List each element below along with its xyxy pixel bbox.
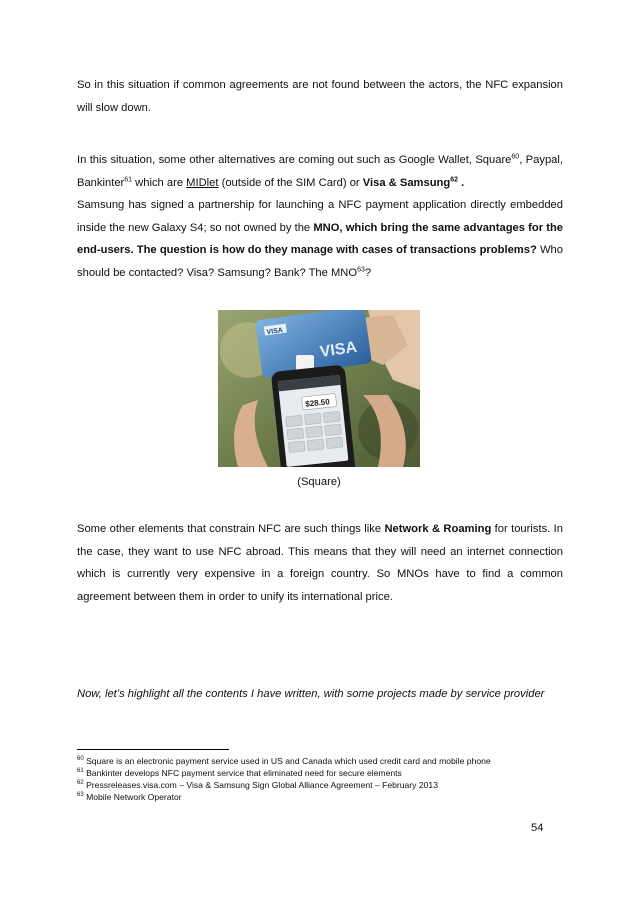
footnote-ref-60[interactable]: 60 (511, 153, 520, 161)
page-number: 54 (531, 822, 544, 834)
footnote-ref-61[interactable]: 61 (124, 175, 133, 183)
paragraph-nfc-expansion: So in this situation if common agreements are not found between the actors, the NFC expansion will slow down. (77, 79, 563, 114)
figure-caption: (Square) (297, 476, 341, 488)
footnote-62: $^{62}$ Pressreleases.visa.com – Visa & Samsung Sign Global Alliance Agreement – February 2013 (77, 780, 438, 791)
paragraph-alternatives: In this situation, some other alternatives are coming out such as Google Wallet, Square$^{60}$, Paypal, Bankinter$^{61}$ which are MIDlet (outside of the SIM Card) or Visa & Samsung$^{62}$ . (77, 153, 563, 189)
footnote-ref-62[interactable]: 62 (450, 175, 459, 183)
paragraph-samsung-partnership: Samsung has signed a partnership for launching a NFC payment application directly embedded inside the new Galaxy S4; so not owned by the MNO, which bring the same advantages for the end-users. The question is how do they manage with cases of transactions problems? Who should be contacted? Visa? Samsung? Bank? The MNO$^{63}$? (77, 199, 564, 279)
paragraph-network-roaming: Some other elements that constrain NFC are such things like Network & Roaming for tourists. In the case, they want to use NFC abroad. This means that they will need an internet connection which is currently very expensive in a foreign country. So MNOs have to find a common agreement between them in order to unify its international price. (77, 523, 563, 603)
amount-display: $28.50 (304, 397, 331, 409)
footnote-ref-63[interactable]: 63 (357, 266, 365, 274)
footnotes (77, 755, 567, 803)
footnote-63: $^{63}$ Mobile Network Operator (77, 792, 182, 803)
footnote-separator (77, 749, 229, 750)
card-logo: VISA (318, 338, 359, 361)
card-brand: VISA (266, 327, 284, 337)
footnote-61: $^{61}$ Bankinter develops NFC payment service that eliminated need for secure elements (77, 768, 402, 779)
midlet-link[interactable]: MIDlet (186, 176, 219, 189)
paragraph-highlight: Now, let’s highlight all the contents I have written, with some projects made by service provider (77, 688, 545, 700)
footnote-60: $^{60}$ Square is an electronic payment service used in US and Canada which used credit card and mobile phone (77, 756, 491, 766)
square-reader-photo (218, 310, 420, 467)
